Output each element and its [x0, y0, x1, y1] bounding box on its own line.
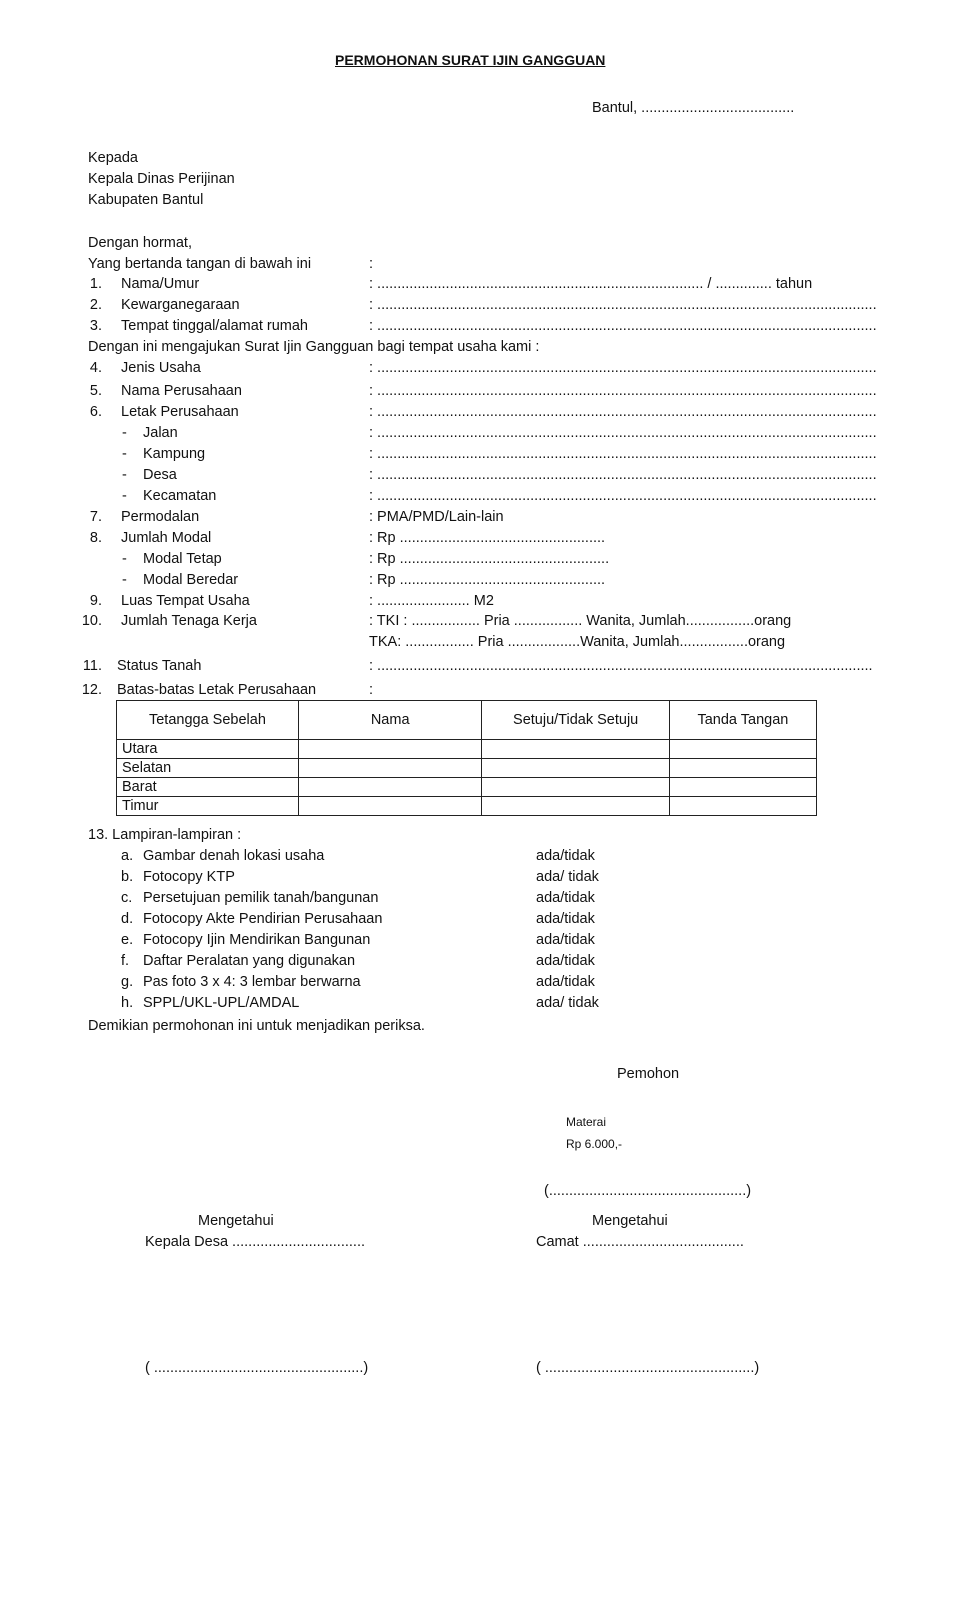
- field-value: : ............................................................................................................................: [369, 360, 877, 376]
- field-value: TKA: ................. Pria ..................Wanita, Jumlah.................orang: [369, 634, 786, 650]
- table-row: [117, 740, 817, 759]
- recipient-line: Kepala Dinas Perijinan: [88, 171, 235, 187]
- attachment-label: Pas foto 3 x 4: 3 lembar berwarna: [143, 974, 361, 990]
- applicant-label: Pemohon: [617, 1066, 680, 1082]
- table-cell-empty[interactable]: [482, 759, 669, 778]
- attachment-status: ada/ tidak: [536, 995, 599, 1011]
- sub-item-dash: -: [122, 425, 127, 441]
- field-label: Luas Tempat Usaha: [121, 593, 250, 609]
- attachment-status: ada/tidak: [536, 890, 595, 906]
- field-value: : ............................................................................................................................: [369, 383, 877, 399]
- direction-cell: Selatan: [117, 759, 299, 778]
- table-cell-empty[interactable]: [482, 778, 669, 797]
- field-label: Jumlah Tenaga Kerja: [121, 613, 257, 629]
- field-label: Batas-batas Letak Perusahaan: [117, 682, 317, 698]
- field-label: Jalan: [143, 425, 178, 441]
- attachment-label: Persetujuan pemilik tanah/bangunan: [143, 890, 379, 906]
- attachment-status: ada/ tidak: [536, 869, 599, 885]
- field-value: : ............................................................................................................................: [369, 318, 877, 334]
- attachment-label: Fotocopy KTP: [143, 869, 235, 885]
- row-number: 10.: [81, 613, 102, 629]
- right-known-label: Mengetahui: [592, 1213, 668, 1229]
- table-cell-empty[interactable]: [298, 740, 482, 759]
- table-cell-empty[interactable]: [669, 797, 816, 816]
- page-title: PERMOHONAN SURAT IJIN GANGGUAN: [335, 52, 606, 68]
- field-value: : Rp ...................................................: [369, 572, 606, 588]
- field-value: : TKI : ................. Pria ................. Wanita, Jumlah.................orang: [369, 613, 792, 629]
- row-number: 12.: [81, 682, 102, 698]
- field-value: : ............................................................................................................................: [369, 425, 877, 441]
- sub-item-dash: -: [122, 488, 127, 504]
- intro: Yang bertanda tangan di bawah ini: [88, 256, 312, 272]
- table-cell-empty[interactable]: [298, 778, 482, 797]
- attachment-label: Fotocopy Akte Pendirian Perusahaan: [143, 911, 383, 927]
- neighbors-table: [116, 700, 817, 816]
- field-value: : ............................................................................................................................: [369, 297, 877, 313]
- attachment-status: ada/tidak: [536, 911, 595, 927]
- attachment-status: ada/tidak: [536, 932, 595, 948]
- row-number: 5.: [89, 383, 102, 399]
- direction-cell: Utara: [117, 740, 299, 759]
- attachment-status: ada/tidak: [536, 848, 595, 864]
- table-cell-empty[interactable]: [669, 740, 816, 759]
- intro-colon: :: [369, 256, 374, 272]
- direction-cell: Timur: [117, 797, 299, 816]
- sub-item-dash: -: [122, 467, 127, 483]
- field-label: Kewarganegaraan: [121, 297, 240, 313]
- row-number: 9.: [89, 593, 102, 609]
- applicant-signature-line: (.................................................): [544, 1183, 752, 1199]
- table-header-cell: Tanda Tangan: [669, 701, 816, 740]
- row-number: 4.: [89, 360, 102, 376]
- field-label: Jumlah Modal: [121, 530, 212, 546]
- attachment-label: SPPL/UKL-UPL/AMDAL: [143, 995, 300, 1011]
- field-value: : ............................................................................................................................: [369, 446, 877, 462]
- closing-text: Demikian permohonan ini untuk menjadikan periksa.: [88, 1018, 425, 1034]
- materai-label: Materai: [566, 1115, 607, 1129]
- field-value: : ................................................................................. / .............. tahun: [369, 276, 813, 292]
- field-value: : ............................................................................................................................: [369, 467, 877, 483]
- materai-value: Rp 6.000,-: [566, 1137, 623, 1151]
- table-cell-empty[interactable]: [482, 797, 669, 816]
- attachment-letter: h.: [121, 995, 134, 1011]
- attachment-label: Gambar denah lokasi usaha: [143, 848, 325, 864]
- attachment-letter: g.: [121, 974, 134, 990]
- field-value: : ............................................................................................................................: [369, 488, 877, 504]
- row-number: 11.: [82, 658, 102, 674]
- field-label: Kecamatan: [143, 488, 217, 504]
- row-number: 1.: [89, 276, 102, 292]
- right-signature-line: ( ....................................................): [536, 1360, 760, 1376]
- field-label: Status Tanah: [117, 658, 202, 674]
- sub-item-dash: -: [122, 572, 127, 588]
- field-label: Permodalan: [121, 509, 200, 525]
- field-label: Desa: [143, 467, 177, 483]
- field-label: Nama Perusahaan: [121, 383, 242, 399]
- table-cell-empty[interactable]: [669, 778, 816, 797]
- field-value: : ....................... M2: [369, 593, 494, 609]
- field-label: Kampung: [143, 446, 206, 462]
- left-known-label: Mengetahui: [198, 1213, 274, 1229]
- attachment-letter: f.: [121, 953, 130, 969]
- sub-item-dash: -: [122, 551, 127, 567]
- table-cell-empty[interactable]: [669, 759, 816, 778]
- row-number: 7.: [89, 509, 102, 525]
- row-number: 2.: [89, 297, 102, 313]
- field-label: Nama/Umur: [121, 276, 200, 292]
- business-intro: Dengan ini mengajukan Surat Ijin Gangguan bagi tempat usaha kami :: [88, 339, 540, 355]
- field-label: Tempat tinggal/alamat rumah: [121, 318, 308, 334]
- row-number: 6.: [89, 404, 102, 420]
- date-line: Bantul, ......................................: [592, 100, 795, 116]
- table-row: [117, 778, 817, 797]
- table-header-cell: Setuju/Tidak Setuju: [482, 701, 669, 740]
- table-row: [117, 759, 817, 778]
- attachments-title: 13. Lampiran-lampiran :: [88, 827, 242, 843]
- field-value: :: [369, 682, 374, 698]
- attachment-status: ada/tidak: [536, 974, 595, 990]
- attachment-letter: c.: [121, 890, 133, 906]
- attachment-letter: d.: [121, 911, 134, 927]
- field-value: : ............................................................................................................................: [369, 404, 877, 420]
- field-value: : ...........................................................................................................................: [369, 658, 873, 674]
- left-signature-line: ( ....................................................): [145, 1360, 369, 1376]
- field-label: Letak Perusahaan: [121, 404, 239, 420]
- right-title: Camat ........................................: [536, 1234, 744, 1250]
- sub-item-dash: -: [122, 446, 127, 462]
- recipient-line: Kabupaten Bantul: [88, 192, 204, 208]
- table-header-cell: Nama: [298, 701, 482, 740]
- left-title: Kepala Desa .................................: [145, 1234, 365, 1250]
- table-header-cell: Tetangga Sebelah: [117, 701, 299, 740]
- attachment-letter: e.: [121, 932, 134, 948]
- field-label: Jenis Usaha: [121, 360, 201, 376]
- row-number: 3.: [89, 318, 102, 334]
- field-value: : PMA/PMD/Lain-lain: [369, 509, 504, 525]
- table-header-row: [117, 701, 817, 740]
- field-value: : Rp ...................................................: [369, 530, 606, 546]
- table-cell-empty[interactable]: [482, 740, 669, 759]
- field-label: Modal Beredar: [143, 572, 239, 588]
- attachment-label: Daftar Peralatan yang digunakan: [143, 953, 356, 969]
- attachment-letter: a.: [121, 848, 134, 864]
- attachment-letter: b.: [121, 869, 134, 885]
- table-cell-empty[interactable]: [298, 797, 482, 816]
- recipient-line: Kepada: [88, 150, 138, 166]
- greeting: Dengan hormat,: [88, 235, 192, 251]
- attachment-status: ada/tidak: [536, 953, 595, 969]
- row-number: 8.: [89, 530, 102, 546]
- field-value: : Rp ....................................................: [369, 551, 610, 567]
- direction-cell: Barat: [117, 778, 299, 797]
- attachment-label: Fotocopy Ijin Mendirikan Bangunan: [143, 932, 371, 948]
- table-row: [117, 797, 817, 816]
- table-cell-empty[interactable]: [298, 759, 482, 778]
- field-label: Modal Tetap: [143, 551, 222, 567]
